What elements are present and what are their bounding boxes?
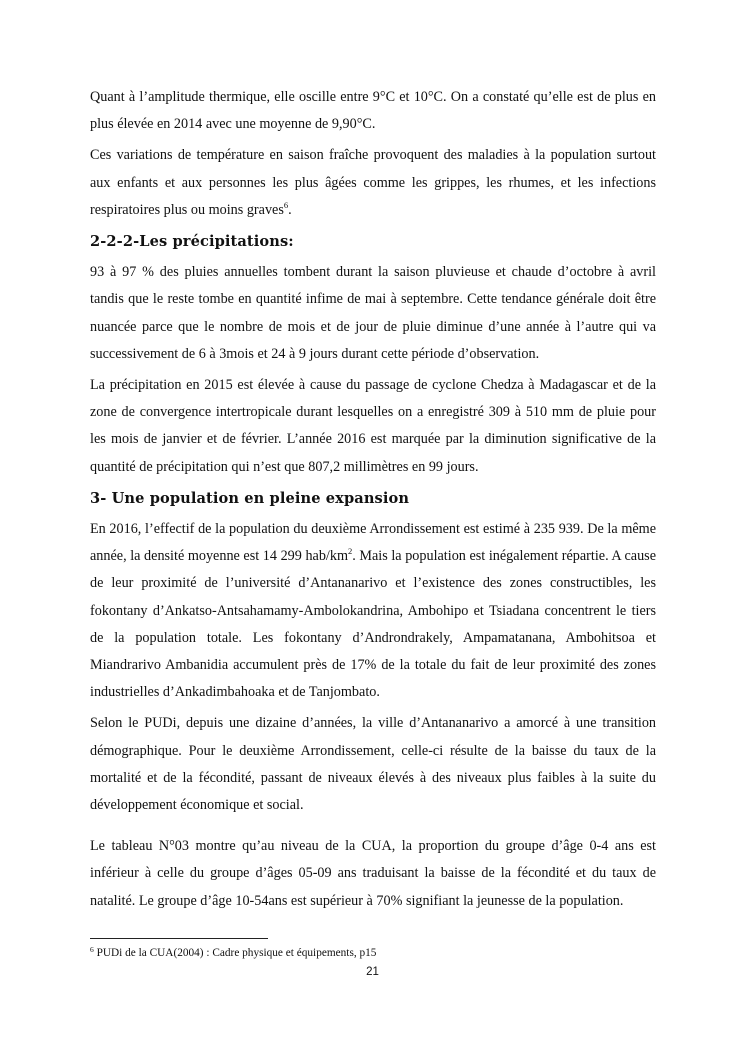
paragraph-thermal-amplitude: Quant à l’amplitude thermique, elle oscille entre 9°C et 10°C. On a constaté qu’elle est de plus en plus élevée en 2014 avec une moyenne de 9,90°C. [90, 89, 656, 133]
paragraph-text: Ces variations de température en saison fraîche provoquent des maladies à la population surtout aux enfants et aux personnes les plus âgées comme les grippes, les rhumes, et les infections respiratoires plus ou moins graves [90, 147, 656, 218]
superscript: 2 [348, 546, 353, 557]
page-number: 21 [366, 966, 379, 978]
paragraph-age-groups: Le tableau N°03 montre qu’au niveau de la CUA, la proportion du groupe d’âge 0-4 ans est inférieur à celle du groupe d’âges 05-09 ans traduisant la baisse de la fécondité et du taux de natalité. Le groupe d’âge 10-54ans est supérieur à 70% signifiant la jeunesse de la population. [90, 838, 656, 909]
paragraph-rainfall-2015: La précipitation en 2015 est élevée à cause du passage de cyclone Chedza à Madagascar et de la zone de convergence intertropicale durant lesquelles on a enregistré 309 à 510 mm de pluie pour les mois de janvier et de février. L’année 2016 est marquée par la diminution significative de la quantité de précipitation qui n’est que 807,2 millimètres en 99 jours. [90, 377, 656, 475]
paragraph-text-continued: . Mais la population est inégalement répartie. A cause de leur proximité de l’université d’Antananarivo et l’existence des zones constructibles, les fokontany d’Ankatso-Antsahamamy-Ambolokandrina, Ambohipo et Tsiadana concentrent le tiers de la population totale. Les fokontany d’Androndrakely, Ampamatanana, Ambohitsoa et Miandrarivo Ambanidia accumulent près de 17% de la totale du fait de leur proximité des zones industrielles d’Ankadimbahoaka et de Tanjombato. [90, 548, 656, 701]
footnote [90, 945, 376, 961]
footnote-text: PUDi de la CUA(2004) : Cadre physique et équipements, p15 [93, 947, 377, 959]
page-body [90, 84, 656, 919]
paragraph-demographic-transition: Selon le PUDi, depuis une dizaine d’années, la ville d’Antananarivo a amorcé à une transition démographique. Pour le deuxième Arrondissement, celle-ci résulte de la baisse du taux de la mortalité et de la fécondité, passant de niveaux élevés à des niveaux plus faibles à la suite du développement économique et social. [90, 715, 656, 814]
paragraph-rainfall-distribution: 93 à 97 % des pluies annuelles tombent durant la saison pluvieuse et chaude d’octobre à avril tandis que le reste tombe en quantité infime de mai à septembre. Cette tendance générale doit être nuancée parce que le nombre de mois et de jour de pluie diminue d’une année à l’autre qui va successivement de 6 à 3mois et 24 à 9 jours durant cette période d’observation. [90, 264, 656, 362]
section-heading-precipitations: 2-2-2-Les précipitations: [90, 233, 294, 251]
footnote-divider [90, 938, 268, 939]
paragraph-text: En 2016, l’effectif de la population du deuxième Arrondissement est estimé à 235 939. De la même année, la densité moyenne est 14 299 hab/km [90, 521, 656, 565]
footnote-reference: 6 [283, 199, 289, 210]
paragraph-population-density [90, 516, 656, 706]
section-heading-population: 3- Une population en pleine expansion [90, 489, 410, 507]
paragraph-end: . [288, 201, 292, 218]
paragraph-temperature-diseases [90, 142, 656, 224]
footnote-number: 6 [90, 945, 94, 954]
